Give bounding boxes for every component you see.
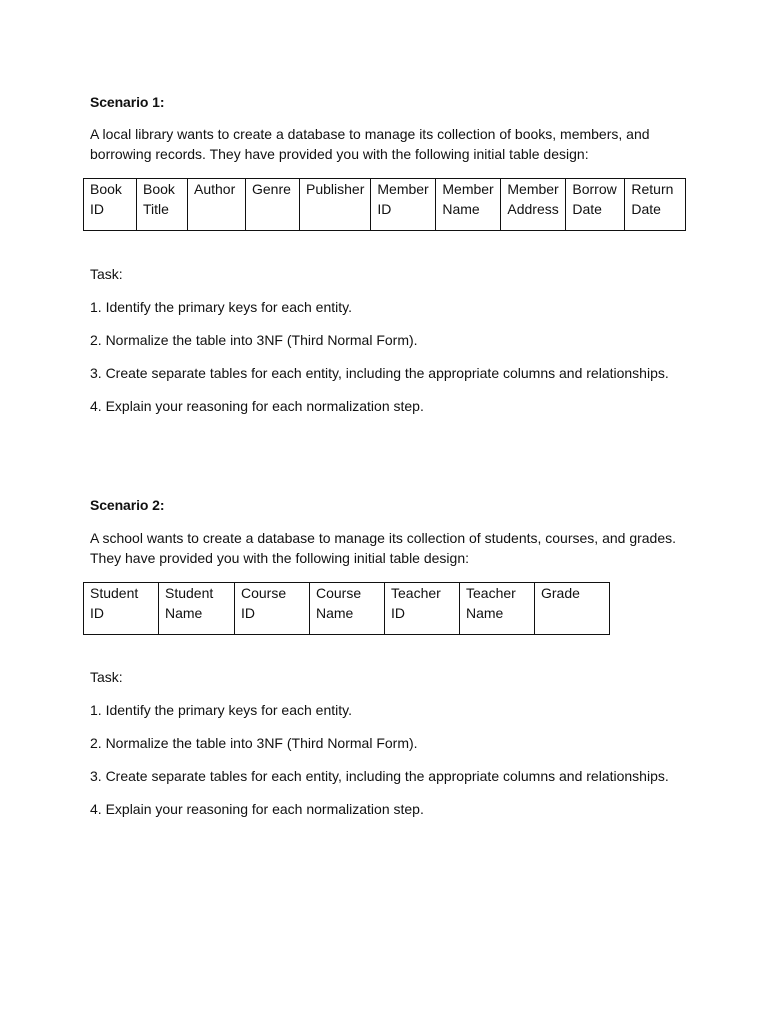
scenario-2-task-3: 3. Create separate tables for each entity, including the appropriate columns and relationships. (90, 768, 669, 784)
scenario-1-table (83, 178, 686, 231)
table-cell: Teacher ID (385, 583, 460, 635)
table-cell: Teacher Name (460, 583, 535, 635)
table-cell: Book ID (84, 179, 137, 231)
scenario-2-table (83, 582, 610, 635)
table-cell: Course ID (235, 583, 310, 635)
table-cell: Student ID (84, 583, 159, 635)
table-header-row (84, 179, 686, 231)
table-cell: Course Name (310, 583, 385, 635)
scenario-2-task-4: 4. Explain your reasoning for each normalization step. (90, 801, 424, 817)
scenario-1-task-4: 4. Explain your reasoning for each normalization step. (90, 398, 424, 414)
table-cell: Book Title (137, 179, 188, 231)
scenario-1-task-1: 1. Identify the primary keys for each entity. (90, 299, 352, 315)
table-cell: Member Address (501, 179, 566, 231)
scenario-1-heading: Scenario 1: (90, 94, 165, 110)
table-cell: Member ID (371, 179, 436, 231)
table-cell: Publisher (300, 179, 371, 231)
scenario-2-task-2: 2. Normalize the table into 3NF (Third Normal Form). (90, 735, 418, 751)
table-cell: Return Date (625, 179, 686, 231)
table-cell: Borrow Date (566, 179, 625, 231)
scenario-1-task-label: Task: (90, 266, 123, 282)
table-cell: Genre (246, 179, 300, 231)
scenario-1-task-2: 2. Normalize the table into 3NF (Third Normal Form). (90, 332, 418, 348)
scenario-2-task-1: 1. Identify the primary keys for each entity. (90, 702, 352, 718)
scenario-1-task-3: 3. Create separate tables for each entity, including the appropriate columns and relationships. (90, 365, 669, 381)
table-cell: Student Name (159, 583, 235, 635)
table-cell: Member Name (436, 179, 501, 231)
scenario-2-task-label: Task: (90, 669, 123, 685)
table-cell: Grade (535, 583, 610, 635)
table-cell: Author (188, 179, 246, 231)
scenario-2-heading: Scenario 2: (90, 497, 165, 513)
scenario-1-intro: A local library wants to create a database to manage its collection of books, members, and borrowing records. They have provided you with the following initial table design: (90, 126, 650, 162)
scenario-2-intro: A school wants to create a database to manage its collection of students, courses, and grades. They have provided you with the following initial table design: (90, 530, 677, 566)
table-header-row (84, 583, 610, 635)
